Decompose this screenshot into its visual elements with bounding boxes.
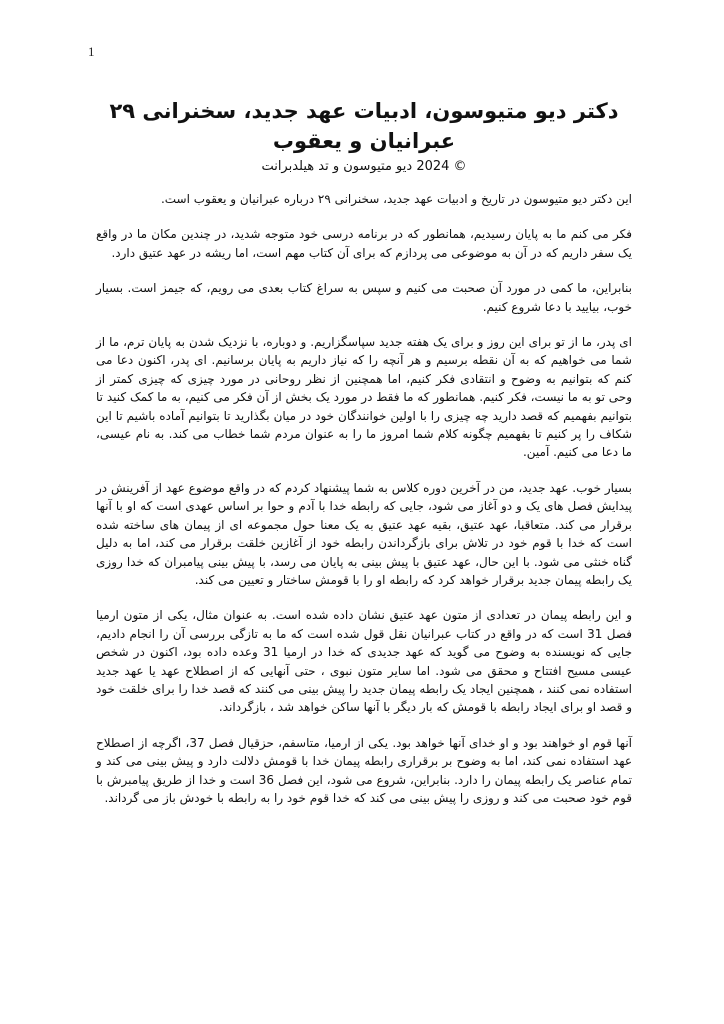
paragraph: بنابراین، ما کمی در مورد آن صحبت می کنیم و سپس به سراغ کتاب بعدی می رویم، که جیمز است. بسیار خوب، بیایید با دعا شروع کنیم.	[96, 281, 632, 314]
copyright-line: © 2024 دیو متیوسون و تد هیلدبرانت	[261, 159, 467, 174]
paragraph: ای پدر، ما از تو برای این روز و برای یک هفته جدید سپاسگزاریم. و دوباره، با نزدیک شدن به پایان ترم، ما از شما می خواهیم که به آن نقطه برسیم و هر آنچه را که نیاز داریم به پایان برسانیم. ای پدر، اکنون دعا می کنم که بتوانیم به وضوح و انتقادی فکر کنیم، اما همچنین از نظر روحانی در مورد چیزی که چیزی کمتر از وحی تو به ما نیست، فکر کنیم. همانطور که ما فقط در مورد یک بخش از آن فکر می کنیم، به ما کمک کنید تا بتوانیم بفهمیم که قصد دارید چه چیزی را با اولین خوانندگان خود در میان بگذارید تا بتوانیم آماده باشیم تا این شکاف را پر کنیم تا بفهمیم چگونه کلام شما امروز ما را به عنوان مردم شما خطاب می کند. به نام عیسی، ما دعا می کنیم. آمین.	[96, 335, 632, 460]
paragraph: آنها قوم او خواهند بود و او خدای آنها خواهد بود. یکی از ارمیا، متاسفم، حزقیال فصل 37، اگرچه از اصطلاح عهد استفاده نمی کند، اما به وضوح بر برقراری رابطه پیمان خدا با قومش دلالت دارد و پیش بینی می کند و تمام عناصر یک رابطه پیمان را دارد. بنابراین، شروع می شود، این فصل 36 است و خدا از طریق پیامبرش با قوم خود صحبت می کند و روزی را پیش بینی می کند که خدا قوم خود را به رابطه با خودش باز می گرداند.	[96, 735, 632, 805]
page-number: 1	[88, 44, 95, 59]
paragraphs	[96, 190, 632, 807]
paragraph: این دکتر دیو متیوسون در تاریخ و ادبیات عهد جدید، سخنرانی ۲۹ درباره عبرانیان و یعقوب است.	[160, 192, 632, 206]
document-title: دکتر دیو متیوسون، ادبیات عهد جدید، سخنرانی ۲۹ عبرانیان و یعقوب	[109, 99, 619, 153]
document-body	[96, 96, 632, 824]
paragraph: و این رابطه پیمان در تعدادی از متون عهد عتیق نشان داده شده است. به عنوان مثال، یکی از متون ارمیا فصل 31 است که در واقع در کتاب عبرانیان نقل قول شده است که ما به تازگی بررسی آن را انجام دادیم، جایی که نویسنده به وضوح می گوید که عهد جدیدی که خدا در ارمیا 31 وعده داده بود، اکنون در شخص عیسی مسیح افتتاح و محقق می شود. اما سایر متون نبوی ، حتی آنهایی که از اصطلاح عهد یا عهد جدید استفاده نمی کنند ، همچنین ایجاد یک رابطه پیمان جدید را پیش بینی می کنند که قصد خدا را برای خلقت خود و قصد او برای ایجاد رابطه با قومش که بار دیگر با آنها ساکن خواهد شد ، بازگرداند.	[96, 608, 633, 715]
paragraph: بسیار خوب. عهد جدید، من در آخرین دوره کلاس به شما پیشنهاد کردم که در واقع موضوع عهد از آفرینش در پیدایش فصل های یک و دو آغاز می شود، جایی که رابطه خدا با آدم و حوا بر اساس عهدی است که او با آنها برقرار می کند. متعاقبا، عهد عتیق، بقیه عهد عتیق به یک معنا حول مجموعه ای از پیمان های ساخته شده است که خدا با قوم خود در تلاش برای بازگرداندن رابطه خود از آغازین خلقت برقرار می کند، اما به دلیل گناه خنثی می شود. با این حال، عهد عتیق با پیش بینی به پایان می رسد، با پیش بینی پیامبران که خدا روزی یک رابطه پیمان جدید برقرار خواهد کرد که رابطه او را با قومش ساختار و تعیین می کند.	[96, 480, 632, 587]
paragraph: فکر می کنم ما به پایان رسیدیم، همانطور که در برنامه درسی خود متوجه شدید، در چندین مکان ما در واقع یک سفر داریم که در آن به موضوعی می پردازم که برای آن کتاب مهم است، اما ریشه در عهد عتیق دارد.	[96, 227, 632, 260]
